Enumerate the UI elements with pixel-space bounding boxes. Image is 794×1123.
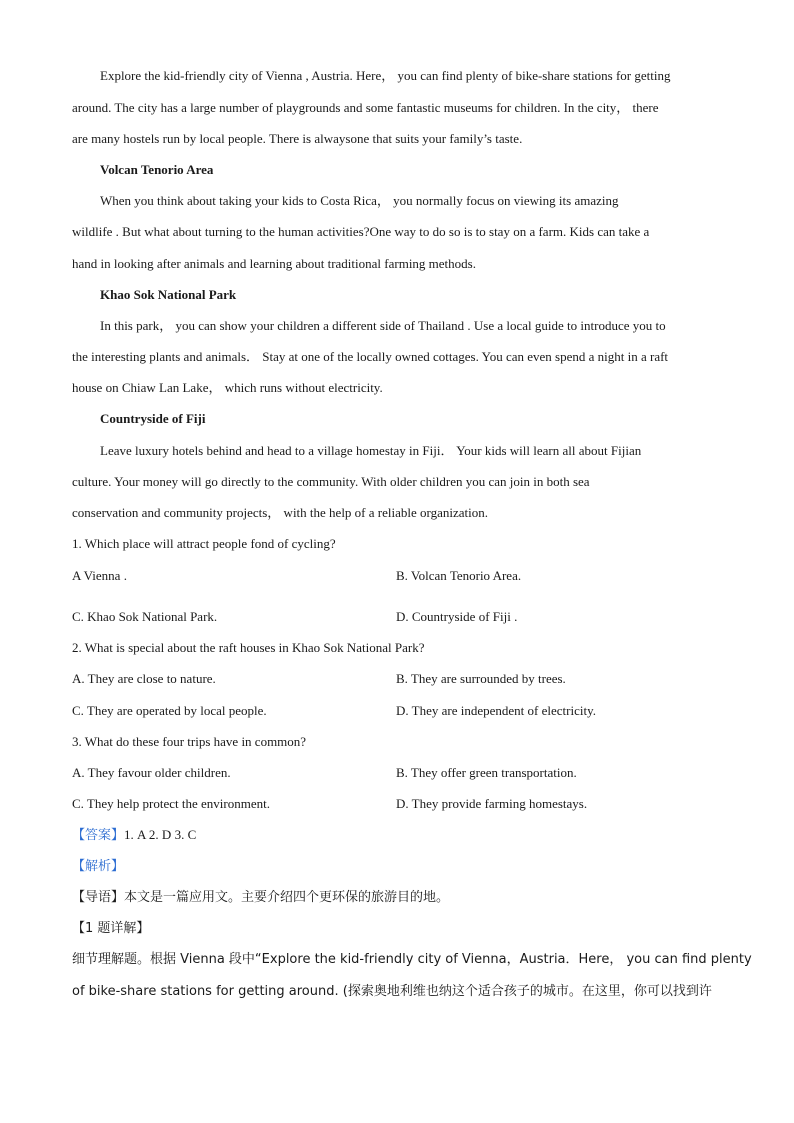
question-1-option-d: D. Countryside of Fiji . [396, 609, 518, 624]
guide-row [72, 890, 722, 906]
answer-label: 【答案】 [72, 828, 125, 843]
question-3-option-c: C. They help protect the environment. [72, 796, 270, 811]
question-3-option-d: D. They provide farming homestays. [396, 796, 588, 811]
question-2-option-c: C. They are operated by local people. [72, 703, 267, 718]
analysis-label: 【解析】 [72, 859, 125, 874]
answer-text: 1. A 2. D 3. C [124, 827, 197, 842]
volcan-line-2: wildlife . But what about turning to the human activities?One way to do so is to stay on a farm. Kids can take a [72, 224, 650, 239]
fiji-line-1: Leave luxury hotels behind and head to a village homestay in Fiji． Your kids will learn all about Fijian [100, 443, 642, 458]
detail-label: 【1 题详解】 [72, 921, 150, 936]
vienna-line-1: Explore the kid-friendly city of Vienna , Austria. Here， you can find plenty of bike-share stations for getting [100, 68, 671, 83]
question-2-stem: 2. What is special about the raft houses in Khao Sok National Park? [72, 640, 425, 655]
question-1-option-c: C. Khao Sok National Park. [72, 609, 218, 624]
analysis-row [72, 858, 722, 875]
question-1-option-a: A Vienna . [72, 568, 127, 583]
vienna-line-2: around. The city has a large number of playgrounds and some fantastic museums for children. In the city， there [72, 100, 659, 115]
khao-heading: Khao Sok National Park [100, 287, 237, 302]
vienna-line-3: are many hostels run by local people. There is alwaysone that suits your family’s taste. [72, 131, 523, 146]
guide-text: 本文是一篇应用文。主要介绍四个更环保的旅游目的地。 [124, 890, 450, 905]
volcan-heading: Volcan Tenorio Area [100, 162, 214, 177]
question-2-option-a: A. They are close to nature. [72, 671, 216, 686]
question-1-option-b: B. Volcan Tenorio Area. [396, 568, 522, 583]
question-3-option-b: B. They offer green transportation. [396, 765, 577, 780]
question-2-option-b: B. They are surrounded by trees. [396, 671, 566, 686]
question-1-stem: 1. Which place will attract people fond of cycling? [72, 536, 336, 551]
detail-line-2: of bike-share stations for getting around. (探索奥地利维也纳这个适合孩子的城市。在这里，你可以找到许 [72, 984, 712, 999]
khao-line-1: In this park， you can show your children a different side of Thailand . Use a local guide to introduce you to [100, 318, 666, 333]
question-3-option-a: A. They favour older children. [72, 765, 231, 780]
detail-line-1: 细节理解题。根据 Vienna 段中“Explore the kid-friendly city of Vienna，Austria．Here， you can find plenty [72, 952, 752, 967]
answer-row [72, 827, 722, 844]
fiji-line-2: culture. Your money will go directly to the community. With older children you can join in both sea [72, 474, 590, 489]
guide-label: 【导语】 [72, 890, 125, 905]
volcan-line-1: When you think about taking your kids to Costa Rica， you normally focus on viewing its amazing [100, 193, 619, 208]
volcan-line-3: hand in looking after animals and learning about traditional farming methods. [72, 256, 476, 271]
khao-line-2: the interesting plants and animals． Stay at one of the locally owned cottages. You can even spend a night in a raft [72, 349, 669, 364]
question-3-stem: 3. What do these four trips have in common? [72, 734, 307, 749]
khao-line-3: house on Chiaw Lan Lake， which runs without electricity. [72, 380, 383, 395]
fiji-line-3: conservation and community projects， with the help of a reliable organization. [72, 505, 488, 520]
question-2-option-d: D. They are independent of electricity. [396, 703, 596, 718]
fiji-heading: Countryside of Fiji [100, 411, 206, 426]
